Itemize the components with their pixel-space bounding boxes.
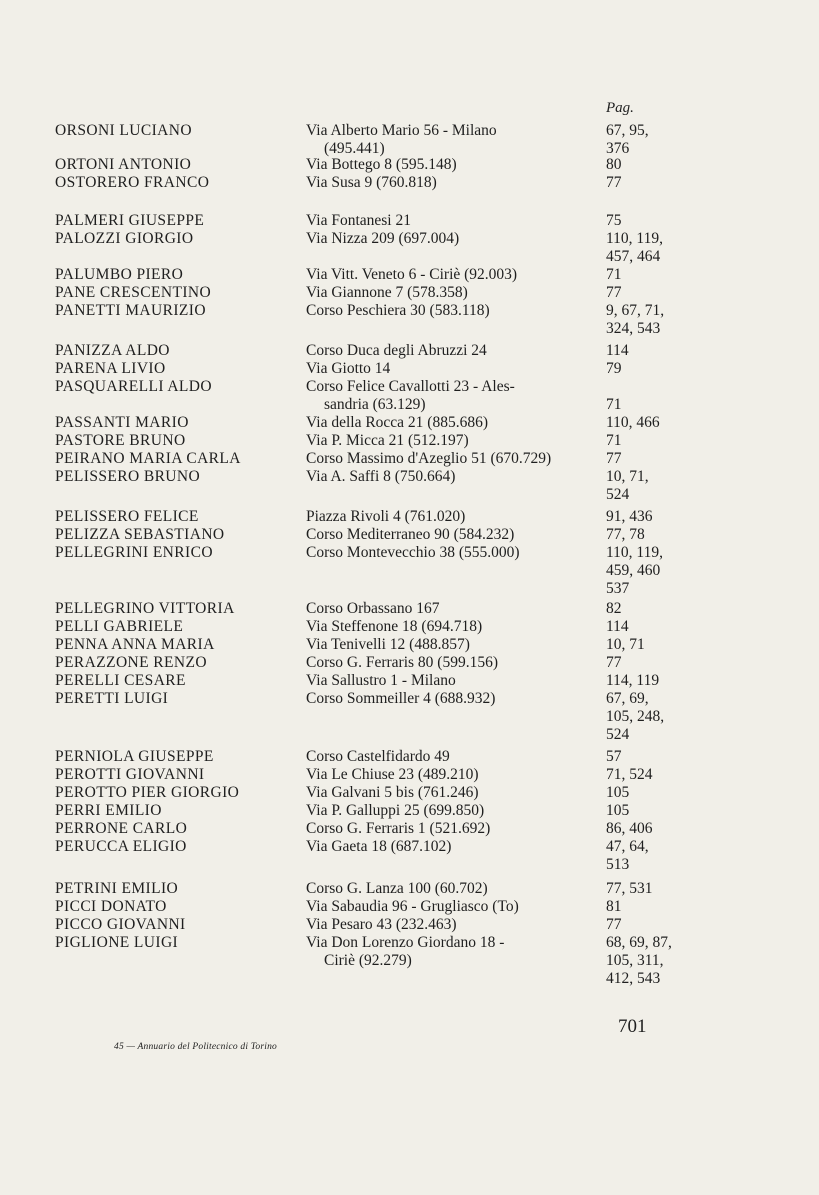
entry-page-refs: 68, 69, 87, — [606, 934, 672, 951]
entry-name: ORTONI ANTONIO — [55, 156, 192, 173]
entry-page-refs: 86, 406 — [606, 820, 653, 837]
entry-name: PELISSERO BRUNO — [55, 468, 201, 485]
entry-address — [306, 414, 598, 432]
entry-page-refs: 376 — [606, 140, 630, 157]
entry-address-line: Corso G. Lanza 100 (60.702) — [306, 880, 488, 897]
entry-address-line: Via P. Micca 21 (512.197) — [306, 432, 469, 449]
entry-page-refs: 80 — [606, 156, 622, 173]
entry-address-line: Via Susa 9 (760.818) — [306, 174, 437, 191]
entry-pages — [606, 230, 716, 266]
entry-pages — [606, 212, 716, 230]
entry-page-refs: 77 — [606, 174, 622, 191]
entry-pages — [606, 468, 716, 504]
entry-name: PELLI GABRIELE — [55, 618, 184, 635]
entry-pages — [606, 934, 716, 988]
entry-address-line: Via Giotto 14 — [306, 360, 391, 377]
entry-page-refs: 114, 119 — [606, 672, 660, 689]
entry-address — [306, 302, 598, 320]
entry-page-refs: 91, 436 — [606, 508, 653, 525]
entry-page-refs: 524 — [606, 726, 630, 743]
entry-page-refs: 77 — [606, 450, 622, 467]
entry-address — [306, 378, 598, 414]
entry-pages — [606, 284, 716, 302]
entry-address-line: Corso Felice Cavallotti 23 - Ales- — [306, 378, 515, 395]
entry-page-refs: 105, 248, — [606, 708, 665, 725]
entry-address-line: Via Galvani 5 bis (761.246) — [306, 784, 479, 801]
entry-address — [306, 156, 598, 174]
entry-address-line: Via Giannone 7 (578.358) — [306, 284, 468, 301]
entry-pages — [606, 618, 716, 636]
entry-address-continuation: (495.441) — [324, 140, 385, 157]
entry-page-refs: 77 — [606, 654, 622, 671]
entry-address — [306, 838, 598, 856]
entry-pages — [606, 766, 716, 784]
entry-name: PELLEGRINI ENRICO — [55, 544, 213, 561]
entry-address — [306, 468, 598, 486]
entry-page-refs: 105 — [606, 802, 630, 819]
entry-pages — [606, 266, 716, 284]
entry-address — [306, 820, 598, 838]
entry-address-line: Via P. Galluppi 25 (699.850) — [306, 802, 485, 819]
entry-address-line: Piazza Rivoli 4 (761.020) — [306, 508, 466, 525]
entry-page-refs: 77, 78 — [606, 526, 645, 543]
entry-name: PETRINI EMILIO — [55, 880, 179, 897]
entry-pages — [606, 820, 716, 838]
entry-address — [306, 450, 598, 468]
entry-name: PERRONE CARLO — [55, 820, 188, 837]
entry-name: PELISSERO FELICE — [55, 508, 199, 525]
entry-pages — [606, 654, 716, 672]
entry-page-refs: 114 — [606, 342, 629, 359]
entry-pages — [606, 156, 716, 174]
entry-address — [306, 212, 598, 230]
entry-address-line: Via Steffenone 18 (694.718) — [306, 618, 483, 635]
entry-name: PERUCCA ELIGIO — [55, 838, 187, 855]
entry-pages — [606, 748, 716, 766]
entry-name: PERAZZONE RENZO — [55, 654, 207, 671]
entry-page-refs: 77 — [606, 284, 622, 301]
page-number: 701 — [618, 1016, 647, 1037]
entry-name: PASTORE BRUNO — [55, 432, 186, 449]
entry-page-refs: 71 — [606, 266, 622, 283]
entry-address — [306, 266, 598, 284]
entry-pages — [606, 122, 716, 158]
entry-address-line: Via Don Lorenzo Giordano 18 - — [306, 934, 505, 951]
entry-page-refs: 105, 311, — [606, 952, 664, 969]
entry-page-refs — [606, 378, 716, 396]
entry-pages — [606, 508, 716, 526]
entry-address — [306, 636, 598, 654]
entry-name: PANE CRESCENTINO — [55, 284, 212, 301]
entry-name: PIGLIONE LUIGI — [55, 934, 179, 951]
entry-page-refs: 81 — [606, 898, 622, 915]
entry-name: PERETTI LUIGI — [55, 690, 169, 707]
entry-pages — [606, 916, 716, 934]
entry-name: PARENA LIVIO — [55, 360, 166, 377]
entry-name: PANIZZA ALDO — [55, 342, 170, 359]
entry-address — [306, 544, 598, 562]
entry-page-refs: 412, 543 — [606, 970, 661, 987]
entry-pages — [606, 302, 716, 338]
entry-address — [306, 122, 598, 158]
entry-pages — [606, 450, 716, 468]
entry-address-line: Via Vitt. Veneto 6 - Ciriè (92.003) — [306, 266, 518, 283]
entry-address — [306, 880, 598, 898]
entry-address-line: Corso Sommeiller 4 (688.932) — [306, 690, 496, 707]
entry-address-line: Corso Montevecchio 38 (555.000) — [306, 544, 520, 561]
entry-pages — [606, 636, 716, 654]
entry-page-refs: 75 — [606, 212, 622, 229]
entry-name: PERNIOLA GIUSEPPE — [55, 748, 214, 765]
entry-pages — [606, 432, 716, 450]
entry-address-line: Via Alberto Mario 56 - Milano — [306, 122, 497, 139]
entry-page-refs: 9, 67, 71, — [606, 302, 665, 319]
entry-address — [306, 784, 598, 802]
entry-pages — [606, 378, 716, 414]
entry-address-line: Corso G. Ferraris 1 (521.692) — [306, 820, 491, 837]
entry-address — [306, 916, 598, 934]
pages-column-header: Pag. — [606, 100, 634, 116]
entry-page-refs: 67, 95, — [606, 122, 649, 139]
entry-address-line: Corso Peschiera 30 (583.118) — [306, 302, 490, 319]
entry-name: PENNA ANNA MARIA — [55, 636, 215, 653]
entry-address — [306, 360, 598, 378]
entry-name: PEROTTI GIOVANNI — [55, 766, 205, 783]
entry-address-line: Via Bottego 8 (595.148) — [306, 156, 457, 173]
entry-pages — [606, 360, 716, 378]
entry-pages — [606, 672, 716, 690]
entry-pages — [606, 526, 716, 544]
entry-address-line: Via Sallustro 1 - Milano — [306, 672, 456, 689]
entry-page-refs: 67, 69, — [606, 690, 649, 707]
entry-pages — [606, 174, 716, 192]
entry-page-refs: 10, 71 — [606, 636, 645, 653]
entry-address-line: Corso Orbassano 167 — [306, 600, 440, 617]
entry-page-refs: 10, 71, — [606, 468, 649, 485]
entry-page-refs: 459, 460 — [606, 562, 661, 579]
entry-pages — [606, 802, 716, 820]
entry-address — [306, 690, 598, 708]
entry-address-continuation: Ciriè (92.279) — [324, 952, 412, 969]
entry-pages — [606, 838, 716, 874]
entry-pages — [606, 600, 716, 618]
entry-pages — [606, 898, 716, 916]
entry-name: PASSANTI MARIO — [55, 414, 189, 431]
entry-address-line: Via della Rocca 21 (885.686) — [306, 414, 488, 431]
entry-name: PALUMBO PIERO — [55, 266, 184, 283]
entry-address-line: Via Tenivelli 12 (488.857) — [306, 636, 470, 653]
entry-page-refs: 71 — [606, 396, 622, 413]
entry-name: ORSONI LUCIANO — [55, 122, 192, 139]
entry-name: PELIZZA SEBASTIANO — [55, 526, 225, 543]
entry-address-line: Corso G. Ferraris 80 (599.156) — [306, 654, 499, 671]
entry-page-refs: 513 — [606, 856, 630, 873]
entry-page-refs: 324, 543 — [606, 320, 661, 337]
entry-address — [306, 618, 598, 636]
entry-address-line: Corso Mediterraneo 90 (584.232) — [306, 526, 515, 543]
entry-address-line: Via Pesaro 43 (232.463) — [306, 916, 457, 933]
entry-page-refs: 110, 466 — [606, 414, 660, 431]
entry-address-line: Corso Massimo d'Azeglio 51 (670.729) — [306, 450, 552, 467]
entry-pages — [606, 880, 716, 898]
entry-page-refs: 47, 64, — [606, 838, 649, 855]
entry-address — [306, 230, 598, 248]
entry-address — [306, 342, 598, 360]
entry-address-line: Via Gaeta 18 (687.102) — [306, 838, 452, 855]
entry-page-refs: 77, 531 — [606, 880, 653, 897]
entry-page-refs: 82 — [606, 600, 622, 617]
entry-page-refs: 105 — [606, 784, 630, 801]
entry-page-refs: 110, 119, — [606, 230, 663, 247]
entry-pages — [606, 414, 716, 432]
entry-name: PEIRANO MARIA CARLA — [55, 450, 241, 467]
entry-page-refs: 114 — [606, 618, 629, 635]
entry-address — [306, 748, 598, 766]
entry-pages — [606, 784, 716, 802]
entry-page-refs: 57 — [606, 748, 622, 765]
entry-page-refs: 71, 524 — [606, 766, 653, 783]
entry-name: PANETTI MAURIZIO — [55, 302, 206, 319]
entry-address — [306, 284, 598, 302]
entry-address — [306, 934, 598, 970]
entry-address-line: Via Fontanesi 21 — [306, 212, 411, 229]
entry-name: PALMERI GIUSEPPE — [55, 212, 205, 229]
entry-address — [306, 432, 598, 450]
entry-address-line: Corso Duca degli Abruzzi 24 — [306, 342, 487, 359]
entry-name: PERRI EMILIO — [55, 802, 162, 819]
entry-address — [306, 526, 598, 544]
entry-name: PELLEGRINO VITTORIA — [55, 600, 235, 617]
footer-note: 45 — Annuario del Politecnico di Torino — [114, 1042, 277, 1052]
entry-address — [306, 654, 598, 672]
entry-page-refs: 77 — [606, 916, 622, 933]
entry-page-refs: 457, 464 — [606, 248, 661, 265]
entry-address-continuation: sandria (63.129) — [324, 396, 426, 413]
entry-page-refs: 71 — [606, 432, 622, 449]
entry-page-refs: 110, 119, — [606, 544, 663, 561]
entry-name: PICCI DONATO — [55, 898, 167, 915]
entry-address-line: Via A. Saffi 8 (750.664) — [306, 468, 456, 485]
entry-name: PASQUARELLI ALDO — [55, 378, 212, 395]
entry-address — [306, 802, 598, 820]
entry-address — [306, 508, 598, 526]
entry-name: PEROTTO PIER GIORGIO — [55, 784, 240, 801]
entry-name: PERELLI CESARE — [55, 672, 186, 689]
entry-address-line: Via Nizza 209 (697.004) — [306, 230, 460, 247]
entry-address — [306, 672, 598, 690]
entry-address — [306, 766, 598, 784]
entry-name: PALOZZI GIORGIO — [55, 230, 194, 247]
entry-name: PICCO GIOVANNI — [55, 916, 186, 933]
entry-page-refs: 79 — [606, 360, 622, 377]
entry-address-line: Via Le Chiuse 23 (489.210) — [306, 766, 479, 783]
entry-pages — [606, 342, 716, 360]
entry-pages — [606, 690, 716, 744]
entry-pages — [606, 544, 716, 598]
entry-address-line: Corso Castelfidardo 49 — [306, 748, 450, 765]
entry-page-refs: 524 — [606, 486, 630, 503]
entry-address — [306, 898, 598, 916]
entry-page-refs: 537 — [606, 580, 630, 597]
entry-address-line: Via Sabaudia 96 - Grugliasco (To) — [306, 898, 519, 915]
entry-name: OSTORERO FRANCO — [55, 174, 210, 191]
entry-address — [306, 174, 598, 192]
entry-address — [306, 600, 598, 618]
